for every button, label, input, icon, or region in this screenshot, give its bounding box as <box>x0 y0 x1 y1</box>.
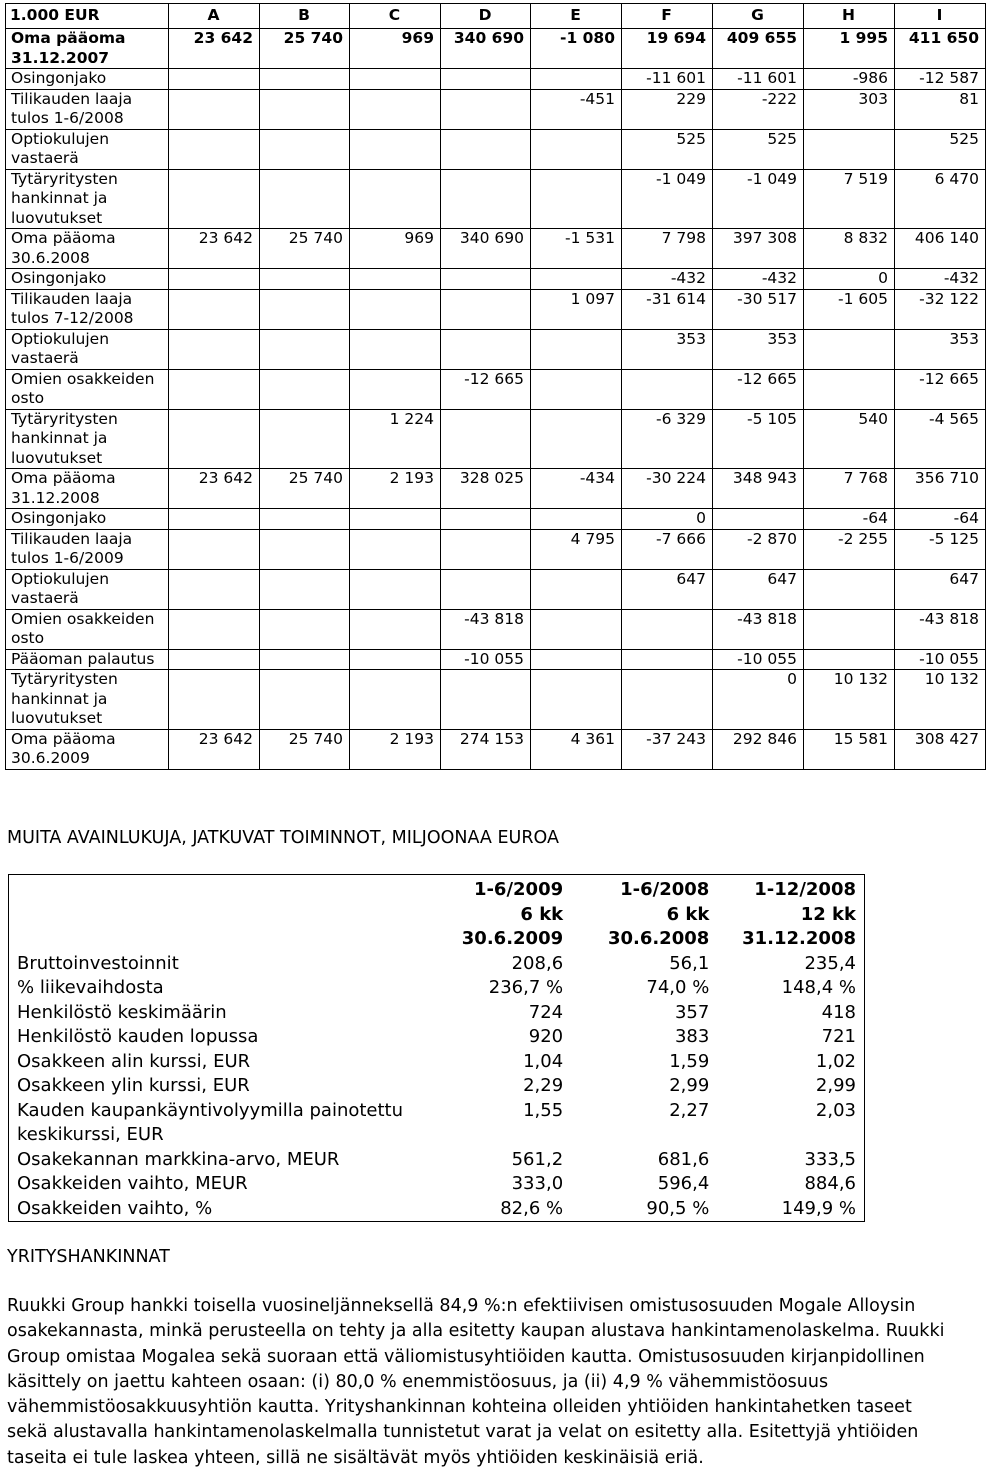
equity-cell: -12 665 <box>441 369 531 409</box>
equity-cell: 2 193 <box>350 469 441 509</box>
equity-cell <box>622 369 713 409</box>
equity-cell: -37 243 <box>622 729 713 769</box>
key-figures-label: Henkilöstö keskimäärin <box>17 1001 227 1023</box>
equity-cell <box>260 69 350 90</box>
key-figures-value: 418 <box>821 1001 856 1023</box>
equity-cell: -12 665 <box>895 369 986 409</box>
equity-cell <box>169 89 260 129</box>
equity-cell <box>531 129 622 169</box>
key-figures-label: Osakkeen alin kurssi, EUR <box>17 1050 251 1072</box>
equity-row-label: Osingonjako <box>6 269 169 290</box>
equity-row-label: Oma pääoma 30.6.2009 <box>6 729 169 769</box>
equity-cell <box>441 89 531 129</box>
equity-cell: 525 <box>895 129 986 169</box>
key-figures-label: % liikevaihdosta <box>17 977 164 998</box>
equity-header-row <box>6 4 986 29</box>
equity-cell <box>260 649 350 670</box>
equity-cell: -1 049 <box>713 169 804 229</box>
equity-cell <box>350 509 441 530</box>
key-figures-value: 148,4 % <box>781 977 856 998</box>
equity-cell <box>622 609 713 649</box>
equity-cell <box>260 289 350 329</box>
equity-cell <box>441 670 531 730</box>
key-figures-value: 561,2 <box>511 1148 564 1170</box>
key-figures-label: Osakkeiden vaihto, % <box>17 1197 213 1219</box>
equity-cell <box>169 649 260 670</box>
equity-row <box>6 29 986 69</box>
equity-cell: 2 193 <box>350 729 441 769</box>
key-figures-period-header <box>717 875 864 952</box>
equity-cell: 292 846 <box>713 729 804 769</box>
key-figures-label: Osakkeen ylin kurssi, EUR <box>17 1075 250 1096</box>
equity-cell: -32 122 <box>895 289 986 329</box>
equity-cell <box>169 129 260 169</box>
equity-header-cell: G <box>713 4 804 29</box>
equity-cell: -432 <box>622 269 713 290</box>
equity-cell <box>531 509 622 530</box>
equity-row <box>6 229 986 269</box>
equity-cell: -31 614 <box>622 289 713 329</box>
key-figures-value: 235,4 <box>804 952 856 974</box>
equity-cell <box>169 289 260 329</box>
equity-cell <box>260 329 350 369</box>
equity-header-cell: I <box>895 4 986 29</box>
equity-header-cell: A <box>169 4 260 29</box>
key-figures-period-line: 12 kk <box>800 903 856 925</box>
equity-cell <box>260 269 350 290</box>
equity-cell: -10 055 <box>895 649 986 670</box>
equity-cell <box>804 369 895 409</box>
key-figures-period-line: 6 kk <box>666 903 710 925</box>
equity-row-label: Tilikauden laaja tulos 7-12/2008 <box>6 289 169 329</box>
equity-cell: 23 642 <box>169 729 260 769</box>
key-figures-table <box>8 874 865 1222</box>
equity-cell <box>531 670 622 730</box>
equity-cell: -6 329 <box>622 409 713 469</box>
equity-cell: 25 740 <box>260 469 350 509</box>
equity-row-label: Oma pääoma 30.6.2008 <box>6 229 169 269</box>
equity-cell <box>169 529 260 569</box>
equity-cell: 8 832 <box>804 229 895 269</box>
equity-cell: 540 <box>804 409 895 469</box>
equity-row <box>6 649 986 670</box>
equity-cell: -2 255 <box>804 529 895 569</box>
equity-header-cell: H <box>804 4 895 29</box>
equity-cell <box>169 569 260 609</box>
equity-cell <box>531 329 622 369</box>
key-figures-row <box>9 952 865 977</box>
equity-header-cell: E <box>531 4 622 29</box>
key-figures-period-header <box>429 875 571 952</box>
key-figures-value: 884,6 <box>804 1173 856 1194</box>
key-figures-value: 1,02 <box>815 1050 856 1072</box>
equity-cell: -1 049 <box>622 169 713 229</box>
equity-row-label: Omien osakkeiden osto <box>6 609 169 649</box>
equity-cell: 411 650 <box>895 29 986 69</box>
key-figures-value: 2,29 <box>523 1075 564 1096</box>
equity-row <box>6 469 986 509</box>
key-figures-label: Henkilöstö kauden lopussa <box>17 1026 259 1047</box>
equity-cell <box>622 649 713 670</box>
equity-cell: 1 224 <box>350 409 441 469</box>
key-figures-period-line: 1-6/2008 <box>620 879 710 900</box>
key-figures-value: 149,9 % <box>781 1197 856 1219</box>
equity-cell <box>531 649 622 670</box>
equity-cell: 303 <box>804 89 895 129</box>
equity-cell <box>169 169 260 229</box>
key-figures-body <box>9 952 865 1222</box>
equity-header-cell: 1.000 EUR <box>6 4 169 29</box>
key-figures-header-corner <box>9 875 429 952</box>
equity-cell: 25 740 <box>260 229 350 269</box>
equity-cell <box>441 289 531 329</box>
equity-cell <box>531 409 622 469</box>
equity-cell: -434 <box>531 469 622 509</box>
equity-header-cell: C <box>350 4 441 29</box>
equity-cell <box>804 649 895 670</box>
key-figures-label: Osakkeiden vaihto, MEUR <box>17 1173 248 1194</box>
equity-cell <box>169 269 260 290</box>
equity-cell <box>350 89 441 129</box>
equity-row <box>6 509 986 530</box>
equity-cell <box>169 329 260 369</box>
equity-cell: 328 025 <box>441 469 531 509</box>
equity-cell: 356 710 <box>895 469 986 509</box>
equity-cell <box>260 509 350 530</box>
equity-cell <box>260 670 350 730</box>
equity-cell <box>350 670 441 730</box>
key-figures-label: Kauden kaupankäyntivolyymilla painotettu keskikurssi, EUR <box>17 1099 404 1145</box>
equity-cell <box>531 369 622 409</box>
equity-cell: 348 943 <box>713 469 804 509</box>
equity-cell <box>531 569 622 609</box>
equity-cell <box>441 69 531 90</box>
acquisitions-paragraph: Ruukki Group hankki toisella vuosineljänneksellä 84,9 %:n efektiivisen omistusosuuden Mogale Alloysin osakekannasta, minkä perusteella on tehty ja alla esitetty kaupan alustava hankintamenolaskelma. Ruukki Group omistaa Mogalea sekä suoraan että väliomistusyhtiöiden kautta. Omistusosuuden kirjanpidollinen käsittely on jaettu kahteen osaan: (i) 80,0 % enemmistöosuus, ja (ii) 4,9 % vähemmistöosuus vähemmistöosakkuusyhtiön kautta. Yrityshankinnan kohteina olleiden yhtiöiden hankintahetken taseet sekä alustavalla hankintamenolaskelmalla tunnistetut varat ja velat on esitetty alla. Esitettyjä yhtiöiden taseita ei tule laskea yhteen, sillä ne sisältävät myös yhtiöiden keskinäisiä eriä. <box>7 1296 945 1468</box>
equity-cell <box>350 569 441 609</box>
key-figures-period-line: 31.12.2008 <box>742 928 856 949</box>
equity-cell: -11 601 <box>713 69 804 90</box>
equity-row-label: Tilikauden laaja tulos 1-6/2008 <box>6 89 169 129</box>
equity-cell: -4 565 <box>895 409 986 469</box>
equity-cell <box>622 670 713 730</box>
equity-cell: 10 132 <box>895 670 986 730</box>
key-figures-row <box>9 1148 865 1173</box>
equity-cell: -2 870 <box>713 529 804 569</box>
equity-row <box>6 169 986 229</box>
key-figures-label: Bruttoinvestoinnit <box>17 952 179 974</box>
key-figures-value: 2,03 <box>815 1099 856 1121</box>
key-figures-heading: MUITA AVAINLUKUJA, JATKUVAT TOIMINNOT, MILJOONAA EUROA <box>7 828 559 848</box>
equity-row-label: Optiokulujen vastaerä <box>6 569 169 609</box>
equity-cell <box>713 509 804 530</box>
key-figures-value: 596,4 <box>657 1173 710 1194</box>
equity-cell <box>169 609 260 649</box>
equity-cell <box>441 329 531 369</box>
equity-cell: -451 <box>531 89 622 129</box>
equity-cell: -986 <box>804 69 895 90</box>
equity-cell: 340 690 <box>441 29 531 69</box>
equity-row-label: Tytäryritysten hankinnat ja luovutukset <box>6 169 169 229</box>
equity-row <box>6 409 986 469</box>
equity-row-label: Optiokulujen vastaerä <box>6 129 169 169</box>
key-figures-period-line: 6 kk <box>520 903 564 925</box>
key-figures-value: 1,55 <box>523 1099 564 1121</box>
equity-header-cell: F <box>622 4 713 29</box>
equity-cell <box>804 129 895 169</box>
key-figures-value: 1,04 <box>523 1050 564 1072</box>
equity-cell <box>441 529 531 569</box>
equity-cell: -43 818 <box>441 609 531 649</box>
key-figures-period-line: 30.6.2008 <box>607 928 710 949</box>
equity-cell: 4 361 <box>531 729 622 769</box>
key-figures-value: 2,99 <box>669 1075 710 1096</box>
equity-cell: -12 587 <box>895 69 986 90</box>
key-figures-value: 724 <box>528 1001 564 1023</box>
key-figures-value: 208,6 <box>511 952 564 974</box>
equity-cell <box>350 329 441 369</box>
equity-cell <box>804 329 895 369</box>
equity-row <box>6 129 986 169</box>
equity-row <box>6 670 986 730</box>
equity-row-label: Osingonjako <box>6 69 169 90</box>
equity-cell: 7 798 <box>622 229 713 269</box>
equity-cell: 406 140 <box>895 229 986 269</box>
equity-cell: -1 531 <box>531 229 622 269</box>
equity-row <box>6 289 986 329</box>
equity-cell: 397 308 <box>713 229 804 269</box>
key-figures-period-header <box>571 875 717 952</box>
equity-cell: 274 153 <box>441 729 531 769</box>
equity-cell <box>531 169 622 229</box>
equity-cell: 969 <box>350 229 441 269</box>
equity-row-label: Osingonjako <box>6 509 169 530</box>
equity-cell <box>260 609 350 649</box>
key-figures-row <box>9 1050 865 1075</box>
equity-cell: -43 818 <box>895 609 986 649</box>
equity-cell: -432 <box>895 269 986 290</box>
key-figures-header-row <box>9 875 865 952</box>
key-figures-value: 56,1 <box>669 952 710 974</box>
equity-cell <box>350 609 441 649</box>
equity-cell <box>350 529 441 569</box>
equity-cell <box>531 269 622 290</box>
equity-row-label: Pääoman palautus <box>6 649 169 670</box>
equity-row-label: Oma pääoma 31.12.2008 <box>6 469 169 509</box>
equity-cell <box>350 289 441 329</box>
equity-cell <box>441 569 531 609</box>
key-figures-row <box>9 1099 865 1148</box>
equity-cell: 353 <box>713 329 804 369</box>
equity-cell: 81 <box>895 89 986 129</box>
key-figures-value: 2,27 <box>669 1099 710 1121</box>
equity-cell: 10 132 <box>804 670 895 730</box>
equity-row-label: Tytäryritysten hankinnat ja luovutukset <box>6 670 169 730</box>
equity-row <box>6 69 986 90</box>
equity-cell <box>260 169 350 229</box>
equity-cell: -43 818 <box>713 609 804 649</box>
equity-cell <box>804 609 895 649</box>
equity-cell: 353 <box>895 329 986 369</box>
equity-row <box>6 329 986 369</box>
equity-cell: 647 <box>713 569 804 609</box>
equity-header-cell: D <box>441 4 531 29</box>
key-figures-period-line: 30.6.2009 <box>461 928 564 949</box>
equity-cell: -10 055 <box>441 649 531 670</box>
equity-cell <box>531 609 622 649</box>
equity-row-label: Tilikauden laaja tulos 1-6/2009 <box>6 529 169 569</box>
key-figures-value: 721 <box>821 1026 856 1047</box>
equity-cell <box>260 89 350 129</box>
key-figures-row <box>9 1172 865 1197</box>
equity-row-label: Tytäryritysten hankinnat ja luovutukset <box>6 409 169 469</box>
equity-cell: 1 097 <box>531 289 622 329</box>
equity-cell: -64 <box>804 509 895 530</box>
equity-header-cell: B <box>260 4 350 29</box>
key-figures-value: 383 <box>674 1026 710 1047</box>
equity-cell: 409 655 <box>713 29 804 69</box>
equity-cell <box>531 69 622 90</box>
equity-cell: 7 768 <box>804 469 895 509</box>
key-figures-value: 236,7 % <box>488 977 564 998</box>
equity-cell <box>260 569 350 609</box>
equity-cell: 6 470 <box>895 169 986 229</box>
key-figures-value: 82,6 % <box>500 1197 564 1219</box>
key-figures-row <box>9 1025 865 1050</box>
equity-cell: -12 665 <box>713 369 804 409</box>
equity-cell: 0 <box>622 509 713 530</box>
equity-table-body <box>6 29 986 770</box>
equity-cell: 7 519 <box>804 169 895 229</box>
equity-cell <box>441 169 531 229</box>
acquisitions-heading: YRITYSHANKINNAT <box>7 1247 170 1267</box>
equity-row <box>6 609 986 649</box>
equity-cell: -64 <box>895 509 986 530</box>
equity-cell <box>260 129 350 169</box>
equity-row <box>6 569 986 609</box>
equity-cell <box>350 649 441 670</box>
equity-cell <box>350 369 441 409</box>
equity-cell: 23 642 <box>169 29 260 69</box>
equity-cell <box>260 409 350 469</box>
key-figures-value: 333,5 <box>804 1148 856 1170</box>
key-figures-row <box>9 976 865 1001</box>
equity-cell <box>441 269 531 290</box>
equity-cell: 525 <box>622 129 713 169</box>
equity-cell: -1 080 <box>531 29 622 69</box>
equity-cell: 23 642 <box>169 469 260 509</box>
equity-cell: -222 <box>713 89 804 129</box>
equity-row <box>6 529 986 569</box>
key-figures-value: 920 <box>528 1026 564 1047</box>
key-figures-row <box>9 1074 865 1099</box>
equity-cell <box>169 369 260 409</box>
key-figures-label: Osakekannan markkina-arvo, MEUR <box>17 1148 340 1170</box>
equity-cell: -11 601 <box>622 69 713 90</box>
equity-changes-table <box>5 3 986 770</box>
equity-cell: -10 055 <box>713 649 804 670</box>
key-figures-value: 333,0 <box>511 1173 564 1194</box>
equity-cell: 525 <box>713 129 804 169</box>
equity-row <box>6 89 986 129</box>
equity-cell <box>350 269 441 290</box>
equity-cell: 340 690 <box>441 229 531 269</box>
equity-cell: -7 666 <box>622 529 713 569</box>
equity-row-label: Oma pääoma 31.12.2007 <box>6 29 169 69</box>
equity-cell <box>441 409 531 469</box>
key-figures-value: 90,5 % <box>646 1197 710 1219</box>
key-figures-value: 2,99 <box>815 1075 856 1096</box>
equity-cell: 647 <box>622 569 713 609</box>
equity-row-label: Optiokulujen vastaerä <box>6 329 169 369</box>
equity-cell: 229 <box>622 89 713 129</box>
equity-cell <box>350 169 441 229</box>
equity-cell: 19 694 <box>622 29 713 69</box>
key-figures-row <box>9 1001 865 1026</box>
equity-cell: 969 <box>350 29 441 69</box>
equity-row <box>6 369 986 409</box>
equity-cell <box>260 529 350 569</box>
equity-cell <box>169 69 260 90</box>
equity-cell: 25 740 <box>260 29 350 69</box>
equity-cell <box>350 129 441 169</box>
equity-cell: 0 <box>804 269 895 290</box>
equity-cell <box>350 69 441 90</box>
equity-cell: -432 <box>713 269 804 290</box>
equity-cell: 308 427 <box>895 729 986 769</box>
equity-cell: 353 <box>622 329 713 369</box>
equity-cell: 15 581 <box>804 729 895 769</box>
key-figures-value: 357 <box>674 1001 710 1023</box>
key-figures-period-line: 1-12/2008 <box>754 879 856 900</box>
key-figures-value: 1,59 <box>669 1050 710 1072</box>
equity-cell: 647 <box>895 569 986 609</box>
equity-cell: 1 995 <box>804 29 895 69</box>
equity-row <box>6 269 986 290</box>
equity-cell <box>804 569 895 609</box>
equity-cell: 4 795 <box>531 529 622 569</box>
equity-cell <box>169 670 260 730</box>
equity-cell <box>169 509 260 530</box>
equity-cell: -1 605 <box>804 289 895 329</box>
key-figures-value: 681,6 <box>657 1148 710 1170</box>
key-figures-row <box>9 1197 865 1222</box>
equity-cell: -5 125 <box>895 529 986 569</box>
equity-cell: -30 224 <box>622 469 713 509</box>
equity-cell: 23 642 <box>169 229 260 269</box>
equity-cell: 0 <box>713 670 804 730</box>
equity-cell: 25 740 <box>260 729 350 769</box>
equity-row <box>6 729 986 769</box>
equity-cell <box>441 129 531 169</box>
key-figures-value: 74,0 % <box>646 977 710 998</box>
equity-cell: -30 517 <box>713 289 804 329</box>
equity-cell: -5 105 <box>713 409 804 469</box>
equity-cell <box>260 369 350 409</box>
key-figures-period-line: 1-6/2009 <box>473 879 564 900</box>
equity-cell <box>441 509 531 530</box>
equity-cell <box>169 409 260 469</box>
equity-row-label: Omien osakkeiden osto <box>6 369 169 409</box>
